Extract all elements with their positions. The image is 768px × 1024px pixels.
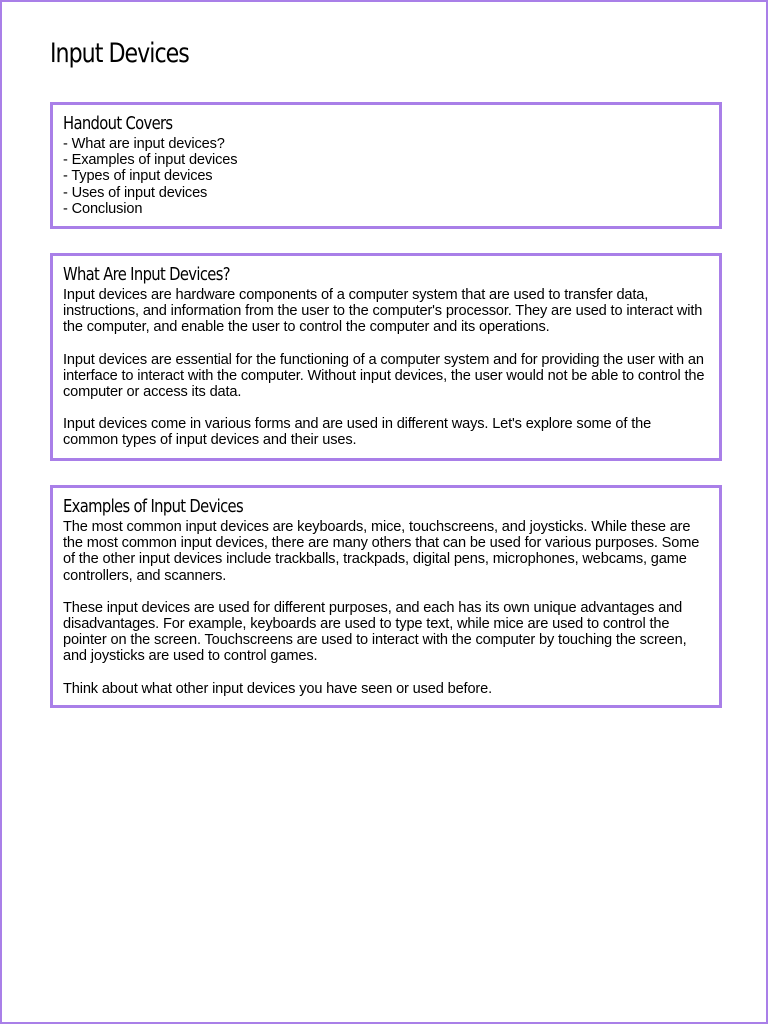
what-are-input-devices-box (50, 253, 722, 461)
handout-covers-heading: Handout Covers (63, 113, 173, 134)
list-item: - What are input devices? (63, 136, 225, 152)
paragraph: Think about what other input devices you have seen or used before. (63, 680, 493, 697)
page-title: Input Devices (50, 38, 189, 69)
list-item: - Types of input devices (63, 168, 213, 185)
paragraph: Input devices are essential for the functioning of a computer system and for providing the user with an interface to interact with the computer. Without input devices, the user would not be able to control the computer or access its data. (63, 351, 705, 401)
list-item: - Uses of input devices (63, 184, 208, 201)
paragraph: Input devices come in various forms and are used in different ways. Let's explore some of the common types of input devices and their uses. (63, 416, 652, 449)
what-are-input-devices-body (63, 287, 709, 449)
paragraph: These input devices are used for different purposes, and each has its own unique advantages and disadvantages. For example, keyboards are used to type text, while mice are used to control the pointer on the screen. Touchscreens are used to interact with the computer by touching the screen, and joysticks are used to control games. (63, 599, 687, 665)
examples-of-input-devices-box (50, 485, 722, 708)
paragraph: Input devices are hardware components of a computer system that are used to transfer data, instructions, and information from the user to the computer's processor. They are used to interact with the computer, and enable the user to control the computer and its operations. (63, 287, 703, 336)
list-item: - Conclusion (63, 200, 143, 217)
handout-covers-list (63, 136, 709, 217)
handout-covers-box (50, 102, 722, 229)
examples-of-input-devices-heading: Examples of Input Devices (63, 496, 244, 517)
what-are-input-devices-heading: What Are Input Devices? (63, 264, 230, 285)
list-item: - Examples of input devices (63, 152, 238, 169)
paragraph: The most common input devices are keyboards, mice, touchscreens, and joysticks. While these are the most common input devices, there are many others that can be used for various purposes. Some of the other input devices include trackballs, trackpads, digital pens, microphones, webcams, game controllers, and scanners. (63, 519, 700, 584)
examples-of-input-devices-body (63, 519, 709, 697)
